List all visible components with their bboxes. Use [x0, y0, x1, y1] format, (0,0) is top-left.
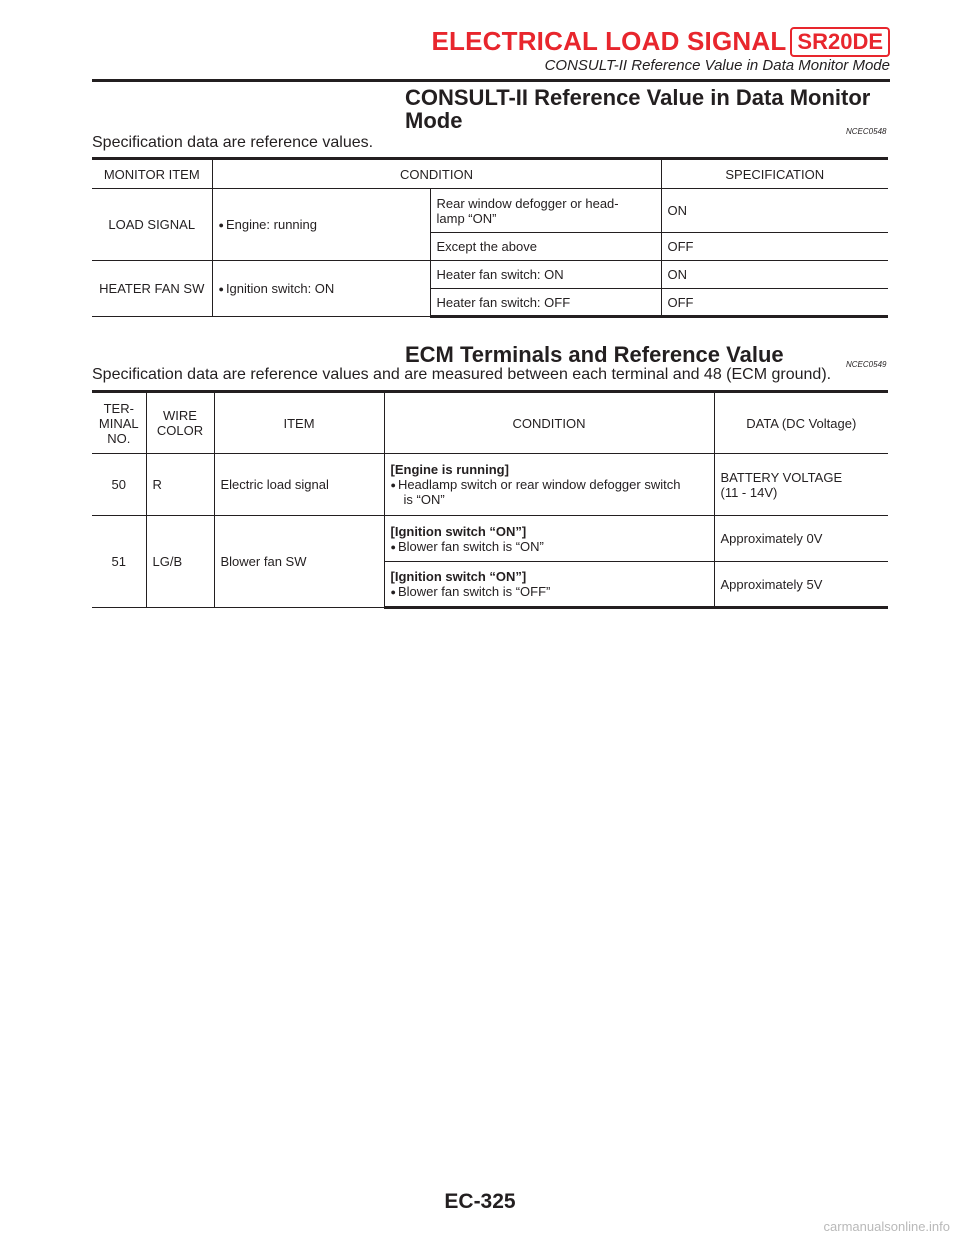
condition-bullet-line	[391, 477, 708, 492]
col-specification: SPECIFICATION	[661, 159, 888, 189]
condition-text-cont: is “ON”	[403, 492, 445, 507]
section1-title	[405, 86, 870, 132]
condition	[384, 516, 714, 562]
condition-text: Engine: running	[225, 217, 318, 232]
condition-bullet-line	[391, 539, 708, 554]
watermark[interactable]: carmanualsonline.info	[823, 1219, 950, 1234]
data-value	[714, 454, 888, 516]
item: Blower fan SW	[214, 516, 384, 608]
wire-color: LG/B	[146, 516, 214, 608]
engine-badge: SR20DE	[790, 27, 890, 57]
condition-text: Blower fan switch is “ON”	[397, 538, 544, 554]
sub-condition-line2: lamp “ON”	[436, 210, 497, 226]
table-row	[92, 189, 888, 233]
table-row	[92, 261, 888, 289]
data-line2: (11 - 14V)	[720, 484, 778, 500]
monitor-condition	[212, 189, 430, 261]
sub-condition	[430, 189, 661, 233]
wire-header-line2: COLOR	[156, 423, 204, 438]
condition	[384, 562, 714, 608]
ecm-terminal-table	[92, 390, 888, 609]
page-header	[92, 26, 890, 74]
condition-title: [Engine is running]	[390, 462, 509, 477]
condition-title: [Ignition switch “ON”]	[390, 523, 527, 539]
condition	[384, 454, 714, 516]
specification-value: ON	[661, 261, 888, 289]
terminal-header-line2: MINAL	[98, 415, 139, 431]
page-number: EC-325	[444, 1190, 516, 1213]
section2-title: ECM Terminals and Reference Value	[405, 342, 784, 367]
monitor-table-header	[92, 159, 888, 189]
terminal-header-line1: TER-	[103, 400, 134, 416]
section1-code: NCEC0548	[846, 127, 887, 136]
sub-condition: Except the above	[430, 233, 661, 261]
bullet-icon: ●	[390, 587, 396, 597]
sub-condition-line1: Rear window defogger or head-	[436, 195, 619, 211]
monitor-item: LOAD SIGNAL	[92, 189, 212, 261]
condition-text: Ignition switch: ON	[225, 281, 335, 296]
wire-header-line1: WIRE	[163, 408, 197, 423]
specification-value: OFF	[661, 289, 888, 317]
table-row	[92, 516, 888, 562]
terminal-header-line3: NO.	[107, 430, 131, 446]
header-rule	[92, 79, 890, 82]
section1-title-line2: Mode	[405, 108, 463, 133]
sub-condition: Heater fan switch: ON	[430, 261, 661, 289]
terminal-no: 50	[92, 454, 146, 516]
monitor-item: HEATER FAN SW	[92, 261, 212, 317]
ecm-table-header	[92, 392, 888, 454]
condition-text: Headlamp switch or rear window defogger switch	[397, 477, 681, 492]
col-data: DATA (DC Voltage)	[714, 392, 888, 454]
bullet-icon: ●	[218, 220, 224, 230]
specification-value: OFF	[661, 233, 888, 261]
section1-spec: Specification data are reference values.	[92, 134, 374, 151]
monitor-condition	[212, 261, 430, 317]
data-value: Approximately 5V	[714, 562, 888, 608]
col-wire-color	[146, 392, 214, 454]
section2-code: NCEC0549	[846, 360, 887, 369]
data-line1: BATTERY VOLTAGE	[720, 469, 843, 485]
table-row	[92, 454, 888, 516]
sub-condition: Heater fan switch: OFF	[430, 289, 661, 317]
col-item: ITEM	[214, 392, 384, 454]
condition-bullet-line	[391, 584, 708, 599]
item: Electric load signal	[214, 454, 384, 516]
header-title: ELECTRICAL LOAD SIGNAL	[431, 26, 787, 56]
col-condition: CONDITION	[384, 392, 714, 454]
section1-title-line1: CONSULT-II Reference Value in Data Monitor	[405, 85, 871, 110]
monitor-table	[92, 157, 888, 318]
specification-value: ON	[661, 189, 888, 233]
condition-text: Blower fan switch is “OFF”	[397, 584, 551, 599]
col-terminal-no	[92, 392, 146, 454]
header-subtitle: CONSULT-II Reference Value in Data Monitor Mode	[544, 57, 890, 74]
col-condition: CONDITION	[212, 159, 661, 189]
section2-spec: Specification data are reference values and are measured between each terminal and 48 (ECM ground).	[92, 366, 832, 383]
bullet-icon: ●	[390, 541, 396, 552]
terminal-no: 51	[92, 516, 146, 608]
data-value: Approximately 0V	[714, 516, 888, 562]
condition-title: [Ignition switch “ON”]	[390, 569, 527, 584]
wire-color: R	[146, 454, 214, 516]
bullet-icon: ●	[218, 284, 224, 294]
col-monitor-item: MONITOR ITEM	[92, 159, 212, 189]
bullet-icon: ●	[390, 480, 396, 490]
header-row	[92, 26, 890, 57]
